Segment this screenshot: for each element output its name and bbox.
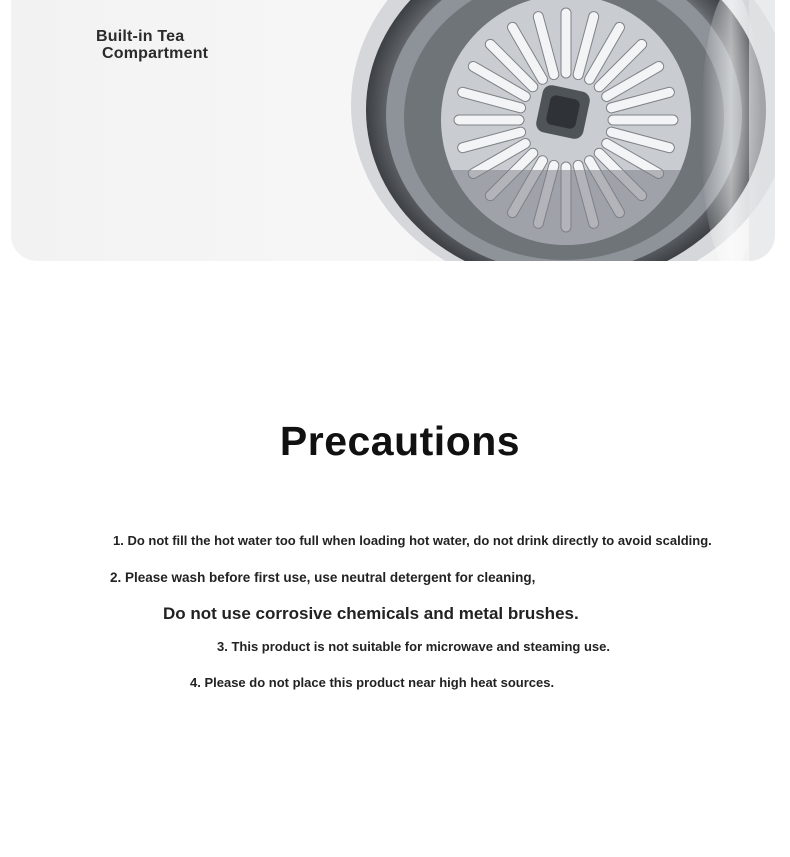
precaution-item-4: 4. Please do not place this product near high heat sources.: [190, 675, 555, 690]
hero-caption-line2: Compartment: [102, 45, 209, 62]
precaution-item-2-emphasis: Do not use corrosive chemicals and metal brushes.: [163, 604, 579, 623]
hero-caption-line1: Built-in Tea: [96, 28, 185, 45]
hero-caption: [96, 28, 208, 62]
precaution-item-1: 1. Do not fill the hot water too full when loading hot water, do not drink directly to avoid scalding.: [113, 533, 712, 548]
precaution-item-2: 2. Please wash before first use, use neutral detergent for cleaning,: [110, 570, 536, 585]
section-title: Precautions: [279, 418, 521, 464]
precaution-item-3: 3. This product is not suitable for microwave and steaming use.: [217, 639, 610, 654]
product-hero-image: [11, 0, 775, 261]
